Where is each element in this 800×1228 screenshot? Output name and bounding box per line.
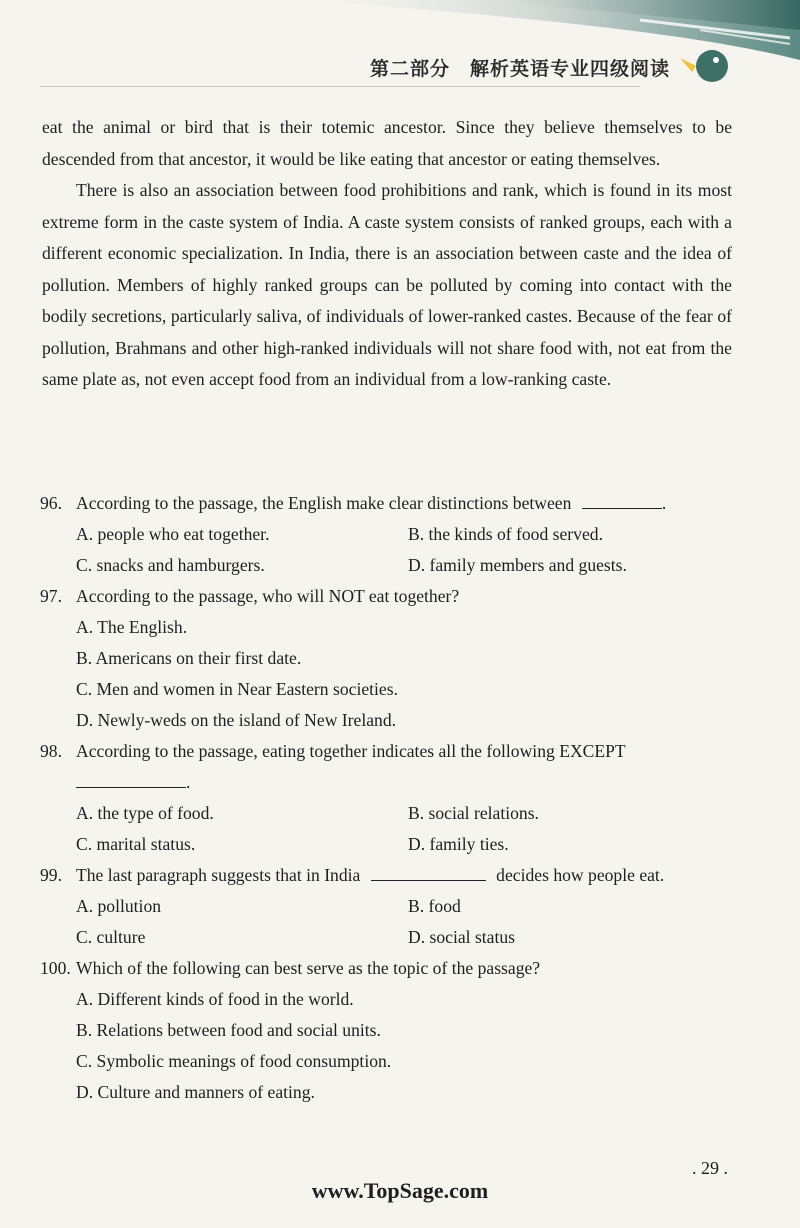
option-a: A. Different kinds of food in the world. [76,989,354,1009]
option-b: B. social relations. [408,803,539,823]
question-98 [40,736,740,860]
option-c: C. snacks and hamburgers. [76,555,265,575]
answer-blank [76,769,186,788]
page-header [0,0,800,100]
page-header-title: 第二部分 解析英语专业四级阅读 [369,58,670,80]
question-96 [40,488,740,581]
option-c: C. marital status. [76,834,196,854]
answer-blank [582,490,662,509]
passage-paragraph-1: eat the animal or bird that is their totemic ancestor. Since they believe themselves to be descended from that ancestor, it would be like eating that ancestor or eating themselves. [42,117,732,169]
question-number: 97. [40,586,62,606]
option-d: D. Newly-weds on the island of New Ireland. [76,710,397,730]
page-number: . 29 . [692,1158,728,1178]
option-a: A. people who eat together. [76,524,270,544]
option-b: B. Relations between food and social units. [76,1020,381,1040]
mascot-icon [696,50,728,82]
footer-website-url: www.TopSage.com [311,1178,489,1203]
question-stem-tail: . [661,493,667,513]
answer-blank [371,862,486,881]
question-list [40,488,740,1108]
option-d: D. family members and guests. [408,555,627,575]
option-a: A. the type of food. [76,803,214,823]
question-100 [40,953,740,1108]
question-stem: According to the passage, eating together indicates all the following EXCEPT [76,741,626,761]
reading-passage [42,112,732,396]
question-99 [40,860,740,953]
question-stem: Which of the following can best serve as the topic of the passage? [76,958,541,978]
question-number: 100. [40,958,71,978]
option-a: A. The English. [76,617,188,637]
question-stem: According to the passage, who will NOT eat together? [76,586,460,606]
option-d: D. family ties. [408,834,509,854]
option-a: A. pollution [76,896,162,916]
question-number: 96. [40,493,62,513]
question-number: 98. [40,741,62,761]
option-b: B. the kinds of food served. [408,524,603,544]
question-97 [40,581,740,736]
option-b: B. food [408,896,461,916]
option-d: D. Culture and manners of eating. [76,1082,315,1102]
question-number: 99. [40,865,62,885]
option-d: D. social status [408,927,516,947]
question-stem: The last paragraph suggests that in India [76,865,361,885]
passage-paragraph-2: There is also an association between food prohibitions and rank, which is found in its most extreme form in the caste system of India. A caste system consists of ranked groups, each with a different economic specialization. In India, there is an association between caste and the idea of pollution. Members of highly ranked groups can be polluted by coming into contact with the bodily secretions, particularly saliva, of individuals of lower-ranked castes. Because of the fear of pollution, Brahmans and other high-ranked individuals will not share food with, not eat from the same plate as, not even accept food from an individual from a low-ranking caste. [42,180,732,389]
header-swoosh-graphic [0,0,800,100]
option-b: B. Americans on their first date. [76,648,302,668]
option-c: C. Symbolic meanings of food consumption. [76,1051,392,1071]
option-c: C. Men and women in Near Eastern societies. [76,679,398,699]
question-stem-tail: . [186,772,191,792]
question-stem: According to the passage, the English make clear distinctions between [76,493,572,513]
option-c: C. culture [76,927,146,947]
question-stem-tail: decides how people eat. [496,865,665,885]
header-divider [40,86,640,87]
